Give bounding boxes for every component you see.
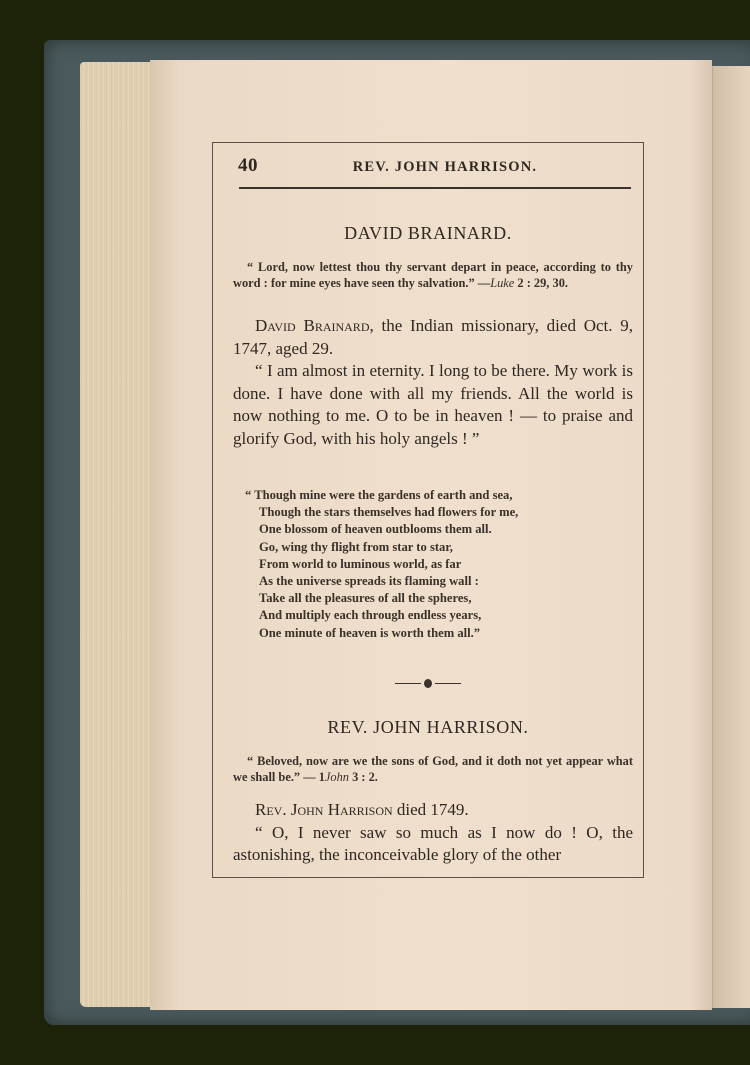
paragraph-quote: “ O, I never saw so much as I now do ! O, the astonishing, the inconceivable glory of the other — [233, 822, 633, 864]
ornament-divider — [395, 679, 461, 689]
intro-rest: , the Indian missionary, died Oct. 9, 1747, aged 29. — [233, 316, 633, 358]
poem-line: Take all the pleasures of all the spheres, — [259, 591, 472, 606]
epigraph-ref-book: John — [324, 770, 349, 784]
header-rule — [239, 187, 631, 189]
ornament-dot — [424, 679, 432, 688]
poem-line: As the universe spreads its flaming wall : — [259, 574, 479, 589]
text-frame — [212, 142, 644, 878]
section-title-brainard: DAVID BRAINARD. — [344, 223, 512, 243]
epigraph-text: “ Lord, now lettest thou thy servant depart in peace, according to thy word : for mine eyes have seen thy salvation.” — — [233, 260, 633, 290]
page-number: 40 — [238, 155, 258, 176]
body-text-harrison — [233, 799, 633, 867]
poem-line: And multiply each through endless years, — [259, 608, 482, 623]
poem-line: Go, wing thy flight from star to star, — [259, 539, 453, 554]
person-name: David Brainard — [255, 316, 370, 335]
body-text-brainard — [233, 315, 633, 450]
running-head — [235, 153, 629, 183]
ornament-bar-left — [395, 683, 421, 684]
running-head-title: REV. JOHN HARRISON. — [352, 159, 538, 175]
epigraph-harrison — [233, 753, 633, 785]
ornament-bar-right — [435, 683, 461, 684]
section-title-harrison: REV. JOHN HARRISON. — [327, 717, 529, 737]
paragraph-quote: “ I am almost in eternity. I long to be there. My work is done. I have done with all my friends. All the world is now nothing to me. O to be in heaven ! — to praise and glorify God, with his holy angels ! ” — [233, 361, 633, 448]
epigraph-brainard — [233, 259, 633, 291]
poem — [245, 487, 633, 642]
paragraph-intro — [233, 799, 633, 822]
poem-line: “ Though mine were the gardens of earth and sea, — [245, 488, 513, 502]
paragraph-intro — [233, 315, 633, 360]
epigraph-ref-book: Luke — [490, 276, 515, 290]
epigraph-ref-verse: 3 : 2. — [349, 770, 378, 784]
facing-page-edge — [712, 66, 750, 1008]
poem-line: One blossom of heaven outblooms them all. — [259, 522, 492, 537]
page-edges — [80, 62, 160, 1007]
poem-line: One minute of heaven is worth them all.” — [259, 625, 481, 640]
epigraph-text: “ Beloved, now are we the sons of God, and it doth not yet appear what we shall be.” — 1 — [233, 754, 633, 784]
poem-line: Though the stars themselves had flowers for me, — [259, 505, 519, 520]
intro-rest: died 1749. — [392, 800, 469, 819]
epigraph-ref-verse: 2 : 29, 30. — [514, 276, 568, 290]
poem-line: From world to luminous world, as far — [259, 556, 462, 571]
person-name: Rev. John Harrison — [255, 800, 393, 819]
